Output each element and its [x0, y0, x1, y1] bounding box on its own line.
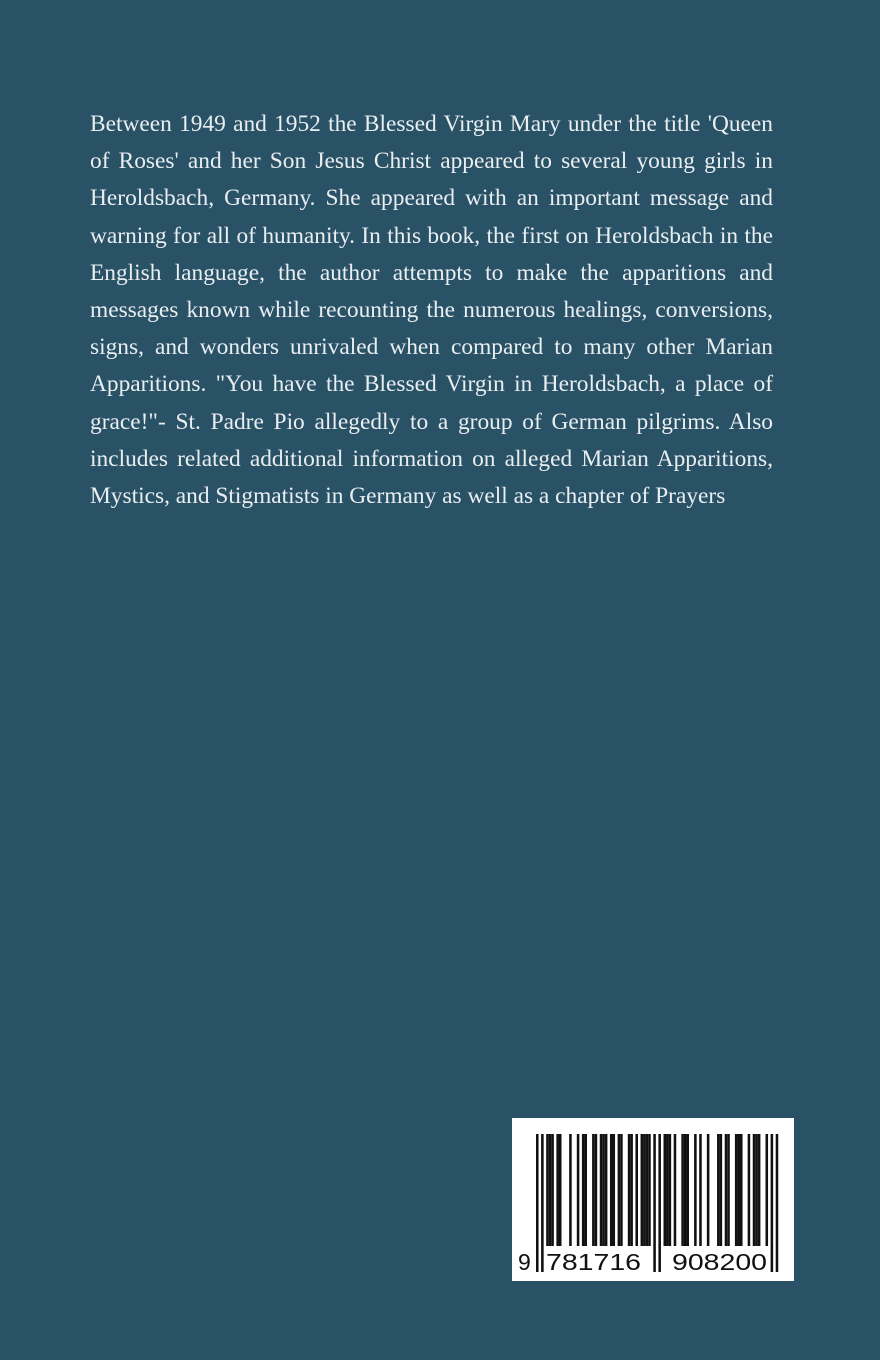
- barcode-bar: [674, 1134, 677, 1246]
- barcode-bar: [536, 1134, 539, 1272]
- barcode-bar: [758, 1134, 761, 1246]
- barcode-bar: [648, 1134, 651, 1246]
- barcode-bar: [699, 1134, 702, 1246]
- barcode-bar: [584, 1134, 587, 1246]
- barcode-bar: [725, 1134, 728, 1246]
- barcode-right-digits: 908200: [672, 1249, 767, 1275]
- barcode-bar: [727, 1134, 730, 1246]
- barcode-bar: [664, 1134, 667, 1246]
- barcode-bar: [541, 1134, 544, 1272]
- barcode-bar: [748, 1134, 751, 1246]
- barcode-bar: [551, 1134, 554, 1246]
- barcode-bar: [641, 1134, 644, 1246]
- barcode-bar: [582, 1134, 585, 1246]
- barcode-bar: [717, 1134, 720, 1246]
- barcode-bar: [646, 1134, 649, 1246]
- barcode-bar: [669, 1134, 672, 1246]
- barcode-bar: [643, 1134, 646, 1246]
- barcode-bar: [605, 1134, 608, 1246]
- barcode-bar: [755, 1134, 758, 1246]
- barcode-bar: [613, 1134, 616, 1246]
- barcode-bar: [556, 1134, 559, 1246]
- barcode-bar: [766, 1134, 769, 1246]
- barcode-bar: [681, 1134, 684, 1246]
- barcode-bar: [600, 1134, 603, 1246]
- barcode-bar: [740, 1134, 743, 1246]
- barcode-bar: [595, 1134, 598, 1246]
- barcode-bar: [577, 1134, 580, 1246]
- barcode-bar: [720, 1134, 723, 1246]
- isbn-barcode: [512, 1118, 794, 1281]
- barcode-bar: [592, 1134, 595, 1246]
- barcode-bar: [653, 1134, 656, 1272]
- barcode-bar: [618, 1134, 621, 1246]
- barcode-bar: [569, 1134, 572, 1246]
- barcode-bar: [546, 1134, 549, 1246]
- barcode-bar: [684, 1134, 687, 1246]
- barcode-bar: [658, 1134, 661, 1272]
- barcode-left-digits: 781716: [546, 1249, 641, 1275]
- barcode-bar: [771, 1134, 774, 1272]
- barcode-bar: [686, 1134, 689, 1246]
- barcode-bar: [602, 1134, 605, 1246]
- barcode-bar: [628, 1134, 631, 1246]
- barcode-first-digit: 9: [518, 1249, 531, 1275]
- barcode-bar: [776, 1134, 779, 1272]
- barcode-bar: [630, 1134, 633, 1246]
- barcode-bar: [549, 1134, 552, 1246]
- barcode-graphic: [512, 1118, 794, 1281]
- barcode-bar: [753, 1134, 756, 1246]
- barcode-bar: [620, 1134, 623, 1246]
- barcode-bar: [707, 1134, 710, 1246]
- barcode-bar: [694, 1134, 697, 1246]
- barcode-bar: [735, 1134, 738, 1246]
- barcode-bar: [666, 1134, 669, 1246]
- barcode-bar: [635, 1134, 638, 1246]
- barcode-bar: [559, 1134, 562, 1246]
- barcode-bar: [737, 1134, 740, 1246]
- barcode-bar: [610, 1134, 613, 1246]
- blurb-text: Between 1949 and 1952 the Blessed Virgin Mary under the title 'Queen of Roses' and her Son Jesus Christ appeared to several young girls in Heroldsbach, Germany. She appeared with an important message and warning for all of humanity. In this book, the first on Heroldsbach in the English language, the author attempts to make the apparitions and messages known while recounting the numerous healings, conversions, signs, and wonders unrivaled when compared to many other Marian Apparitions. "You have the Blessed Virgin in Heroldsbach, a place of grace!"- St. Padre Pio allegedly to a group of German pilgrims. Also includes related additional information on alleged Marian Apparitions, Mystics, and Stigmatists in Germany as well as a chapter of Prayers: [90, 111, 773, 510]
